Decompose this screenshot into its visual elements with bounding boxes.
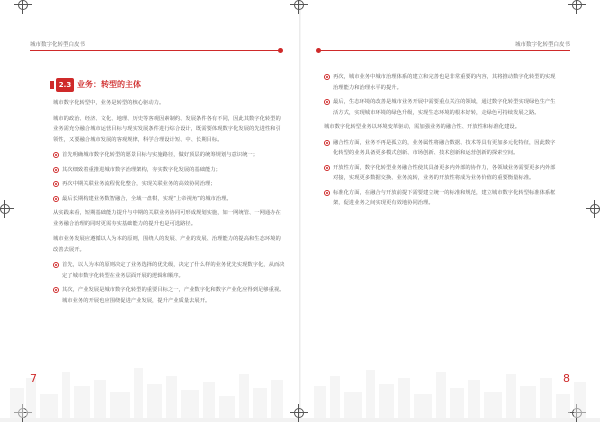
bullet-icon <box>53 152 59 158</box>
bullet-item: 首先，以人为本的原则决定了业务选择的优先级，决定了什么样的业务优先实现数字化，从而决定了城市数字化转型在业务层面开展的逻辑和顺序。 <box>53 260 285 281</box>
bullet-icon <box>53 181 59 187</box>
bullet-icon <box>53 196 59 202</box>
city-skyline-watermark <box>0 358 300 418</box>
bullet-item: 再次中期关联业务流程优化整合，实现关联业务的高效协同治理； <box>53 179 285 190</box>
paragraph: 城市业务发展应遵循以人为本的原则，围绕人的发展、产业的发展、治理能力的提高和生态环境的改善去展开。 <box>53 236 281 253</box>
paragraph: 从实践来看，短期基础能力提升与中期的关联业务协同可形成规划实施，如一网统管、一网通办在业务融合治理的同时更需夯实基础能力的提升也是可选路径。 <box>53 210 281 227</box>
left-page-body <box>53 98 285 310</box>
left-running-header: 城市数字化转型白皮书 <box>30 42 86 48</box>
crop-mark <box>586 200 600 218</box>
section-title: 业务：转型的主体 <box>77 80 141 89</box>
right-page-body <box>324 72 556 213</box>
page-number-right: 8 <box>563 372 570 385</box>
city-skyline-watermark <box>300 358 600 418</box>
crop-mark <box>0 200 14 218</box>
bullet-item: 融合性方面，业务不再是孤立的，业务属性将融合数据、技术等具有更加多元化特征，因此数字化转型的业务具备更多模式创新、市场创新、技术创新和运营创新的探索空间。 <box>324 138 556 159</box>
left-header-rule <box>30 50 280 51</box>
bullet-item: 再次，城市业务中城市治理体系的建立和完善也是非常重要的内容，其将推动数字化转型的实现治理能力和治理水平的提升。 <box>324 72 556 93</box>
crop-mark <box>568 0 586 14</box>
paragraph: 城市的政治、经济、文化、地理、历史等客观因素制约、发展条件各有不同，因此其数字化转型的业务需充分融合城市运营目标与现实发展条件进行综合设计，既需要体现数字化发展的先进性和引领性，又要融合城市发展的客观规律，科学合理设计短、中、长期目标。 <box>53 115 281 143</box>
bullet-item: 首先明确城市数字化转型的愿景目标与实施路径，做好顶层的统筹规划与意识统一； <box>53 150 285 161</box>
bullet-icon <box>324 99 330 105</box>
page-gutter <box>299 0 301 418</box>
right-running-header: 城市数字化转型白皮书 <box>514 42 570 48</box>
header-dot-icon <box>278 48 283 53</box>
paragraph: 城市数字化转型业务以环境变革驱动，需加强业务的融合性、开放性和标准化建设。 <box>324 124 520 130</box>
page-number-left: 7 <box>30 372 37 385</box>
bullet-item: 其次，产业发展是城市数字化转型的重要目标之一，产业数字化和数字产业化应得到足够重视。城市业务的开展也应围绕促进产业发展，提升产业质量去展开。 <box>53 285 285 306</box>
right-header-rule <box>320 50 570 51</box>
bullet-icon <box>324 74 330 80</box>
bullet-icon <box>324 190 330 196</box>
bullet-icon <box>53 287 59 293</box>
bullet-item: 最后长期构建业务数智融合，全域一盘棋，实现“上帝视角”的城市治理。 <box>53 194 285 205</box>
bullet-item: 其次细致着重推进城市数字治理架构，夯实数字化发展的基础能力； <box>53 165 285 176</box>
bullet-icon <box>53 262 59 268</box>
bullet-icon <box>53 167 59 173</box>
paragraph: 城市数字化转型中，业务是转型的核心驱动力。 <box>53 100 165 106</box>
bullet-item: 标准化方面，在融合与开放前提下需要建立统一的标准和规范，建立城市数字化转型标准体系框架，促进业务之间实现更有效地协同治理。 <box>324 188 556 209</box>
section-marker-bar <box>50 81 54 89</box>
crop-mark <box>290 0 308 14</box>
crop-mark <box>14 0 32 14</box>
section-heading <box>56 78 164 92</box>
bullet-icon <box>324 140 330 146</box>
bullet-item: 最后，生态环境的改善是城市业务开展中需要重点关注的领域，通过数字化转型实现绿色生产生活方式，实现城市环境的绿色升级，实现生态环境的根本好转，走绿色可持续发展之路。 <box>324 97 556 118</box>
bullet-icon <box>324 165 330 171</box>
section-number: 2.3 <box>56 78 74 92</box>
bullet-item: 开放性方面，数字化转型业务融合性使其具备更多内外部的协作力，各领域业务需要更多内外部对接，实现更多数据交换、业务流转，业务的开放性将成为业务价值的重要衡量标准。 <box>324 163 556 184</box>
header-dot-icon <box>316 48 321 53</box>
